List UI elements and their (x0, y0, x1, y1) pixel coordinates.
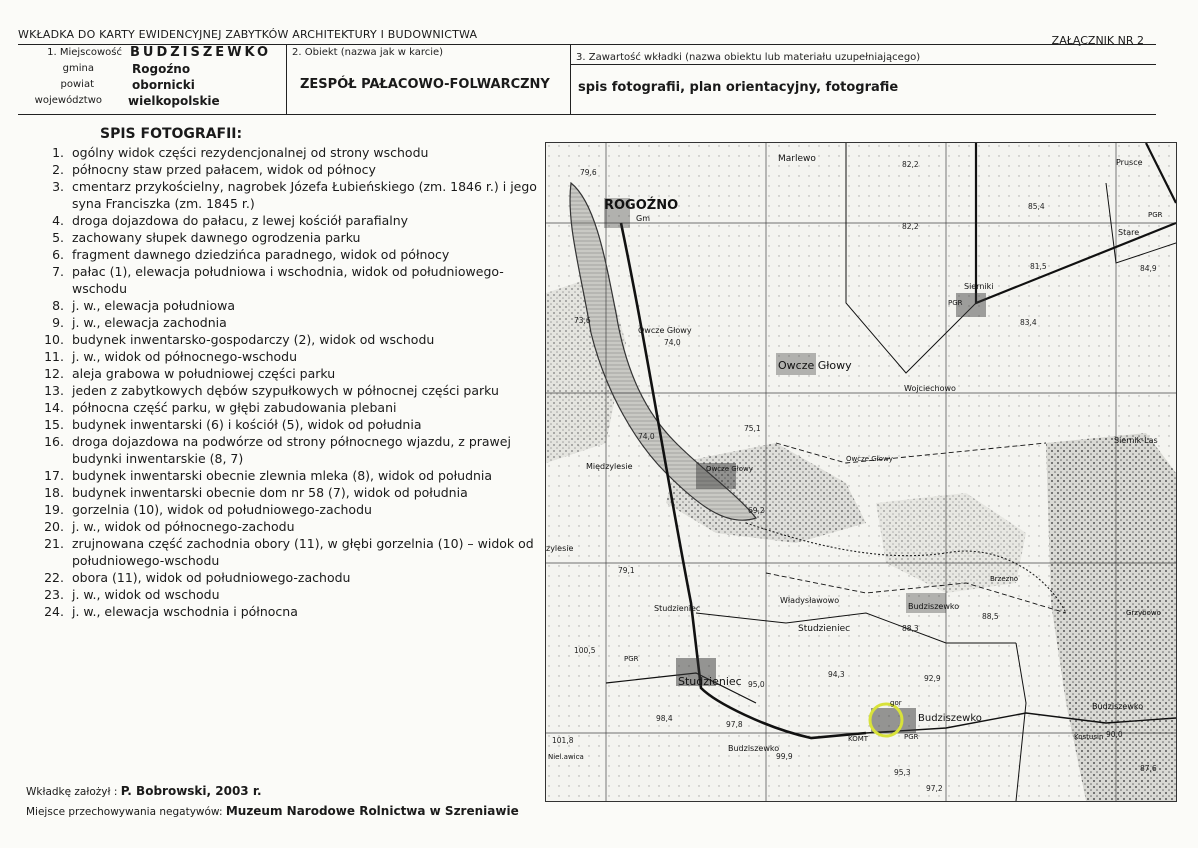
map-place-label-grzybowo: Grzybowo (1126, 609, 1161, 617)
photo-item-text: zachowany słupek dawnego ogrodzenia parku (72, 230, 361, 245)
map-abbrev-label-komt: KOMT (848, 735, 869, 743)
photo-item-text: j. w., elewacja zachodnia (72, 315, 227, 330)
photo-list-item (40, 382, 540, 399)
map-elevation-label: 83,4 (1020, 318, 1037, 327)
photo-list (40, 144, 540, 620)
storage-line (26, 804, 519, 818)
photo-item-number: 6. (52, 247, 64, 262)
map-place-label-siernik-las: Siernik-Las (1114, 436, 1158, 445)
map-elevation-label: 82,2 (902, 160, 919, 169)
map-place-label-owcze-glowy-sw: Owcze Głowy (706, 465, 753, 473)
photo-item-number: 1. (52, 145, 64, 160)
town-value: BUDZISZEWKO (130, 45, 272, 60)
photo-list-item (40, 229, 540, 246)
author-value: P. Bobrowski, 2003 r. (120, 784, 262, 798)
photo-list-item (40, 433, 540, 467)
photo-item-text: północna część parku, w głębi zabudowania plebani (72, 400, 397, 415)
map-place-label-studzieniec: Studzieniec (678, 675, 742, 688)
map-elevation-label: 97,2 (926, 784, 943, 793)
photo-item-text: jeden z zabytkowych dębów szypułkowych w północnej części parku (72, 383, 499, 398)
photo-item-text: budynek inwentarski (6) i kościół (5), widok od południa (72, 417, 422, 432)
map-place-label-zylesie: zylesie (546, 544, 574, 553)
photo-list-item (40, 365, 540, 382)
photo-item-number: 21. (44, 536, 64, 551)
county-label: powiat (60, 79, 94, 90)
photo-list-item (40, 501, 540, 518)
contents-value: spis fotografii, plan orientacyjny, fotografie (578, 80, 899, 95)
map-place-label-nielawica: Niel.awica (548, 753, 584, 761)
map-place-label-wojciechowo: Wojciechowo (904, 384, 956, 393)
photo-item-number: 9. (52, 315, 64, 330)
photo-list-item (40, 348, 540, 365)
map-place-label-stare: Stare (1118, 228, 1140, 237)
map-place-label-rogozno-gm: Gm (636, 214, 650, 223)
photo-list-item (40, 314, 540, 331)
photo-item-number: 15. (44, 417, 64, 432)
photo-item-text: cmentarz przykościelny, nagrobek Józefa Łubieńskiego (zm. 1846 r.) i jego syna Franciszka (zm. 1845 r.) (72, 179, 537, 211)
map-elevation-label: 74,0 (638, 432, 655, 441)
map-place-label-kostusin: Kostusin (1074, 733, 1104, 741)
map-place-label-brzezno: Brzezno (990, 575, 1019, 583)
contents-label: 3. Zawartość wkładki (nazwa obiektu lub materiału uzupełniającego) (576, 52, 921, 63)
orientation-map (545, 142, 1177, 802)
photo-item-number: 14. (44, 400, 64, 415)
map-place-label-rogozno: ROGOŹNO (604, 198, 679, 213)
photo-item-number: 8. (52, 298, 64, 313)
map-elevation-label: 87,6 (1140, 764, 1157, 773)
map-place-label-studzieniec-n: Studzieniec (654, 604, 701, 613)
map-place-label-prusce: Prusce (1116, 158, 1143, 167)
photo-item-number: 12. (44, 366, 64, 381)
photo-item-number: 16. (44, 434, 64, 449)
storage-value: Muzeum Narodowe Rolnictwa w Szreniawie (225, 804, 519, 818)
photo-item-text: aleja grabowa w południowej części parku (72, 366, 336, 381)
map-elevation-label: 75,1 (744, 424, 761, 433)
photo-item-text: gorzelnia (10), widok od południowego-zachodu (72, 502, 372, 517)
photo-item-number: 5. (52, 230, 64, 245)
photo-item-text: j. w., elewacja południowa (72, 298, 236, 313)
photo-item-number: 17. (44, 468, 64, 483)
photo-item-text: droga dojazdowa na podwórze od strony północnego wjazdu, z prawej budynki inwentarskie (8, 7) (72, 434, 511, 466)
photo-item-number: 10. (44, 332, 64, 347)
map-place-label-owcze-glowy-s: Owcze Głowy (846, 455, 893, 463)
map-elevation-label: 99,9 (776, 752, 793, 761)
author-label: Wkładkę założył : (26, 786, 118, 798)
photo-item-text: j. w., widok od północnego-wschodu (72, 349, 298, 364)
photo-list-item (40, 484, 540, 501)
photo-item-number: 3. (52, 179, 64, 194)
photo-item-text: budynek inwentarsko-gospodarczy (2), widok od wschodu (72, 332, 435, 347)
map-elevation-label: 92,9 (924, 674, 941, 683)
commune-label: gmina (62, 63, 94, 74)
document-title: WKŁADKA DO KARTY EWIDENCYJNEJ ZABYTKÓW ARCHITEKTURY I BUDOWNICTWA (18, 28, 478, 41)
photo-item-text: j. w., widok od północnego-zachodu (72, 519, 295, 534)
photo-item-number: 13. (44, 383, 64, 398)
photo-item-text: pałac (1), elewacja południowa i wschodnia, widok od południowego-wschodu (72, 264, 504, 296)
map-elevation-label: 94,3 (828, 670, 845, 679)
photo-list-item (40, 518, 540, 535)
map-abbrev-label-pgr-4: PGR (904, 733, 919, 741)
map-elevation-label: 82,2 (902, 222, 919, 231)
photo-item-number: 19. (44, 502, 64, 517)
photo-item-text: obora (11), widok od południowego-zachodu (72, 570, 351, 585)
map-place-label-owcze-glowy: Owcze Głowy (778, 359, 852, 372)
photo-item-text: północny staw przed pałacem, widok od północy (72, 162, 376, 177)
photo-list-item (40, 586, 540, 603)
photo-item-number: 18. (44, 485, 64, 500)
photo-item-number: 4. (52, 213, 64, 228)
object-label: 2. Obiekt (nazwa jak w karcie) (292, 47, 444, 58)
map-elevation-label: 73,6 (574, 316, 591, 325)
photo-list-item (40, 331, 540, 348)
map-abbrev-label-pgr-1: PGR (1148, 211, 1163, 219)
map-elevation-label: 97,8 (726, 720, 743, 729)
map-elevation-label: 74,0 (664, 338, 681, 347)
map-elevation-label: 95,0 (748, 680, 765, 689)
map-abbrev-label-gor: gor (890, 699, 902, 707)
county-value: obornicki (132, 78, 195, 92)
photo-list-item (40, 416, 540, 433)
map-elevation-label: 84,9 (1140, 264, 1157, 273)
photo-item-number: 20. (44, 519, 64, 534)
photo-item-text: j. w., elewacja wschodnia i północna (72, 604, 298, 619)
photo-list-item (40, 297, 540, 314)
photo-list-item (40, 144, 540, 161)
photo-item-number: 23. (44, 587, 64, 602)
photo-item-text: budynek inwentarski obecnie zlewnia mleka (8), widok od południa (72, 468, 493, 483)
map-elevation-label: 100,5 (574, 646, 596, 655)
map-elevation-label: 88,3 (902, 624, 919, 633)
map-elevation-label: 88,5 (982, 612, 999, 621)
storage-label: Miejsce przechowywania negatywów: (26, 806, 223, 818)
map-elevation-label: 98,4 (656, 714, 673, 723)
voivodeship-value: wielkopolskie (128, 94, 220, 108)
annex-label: ZAŁĄCZNIK NR 2 (1051, 34, 1144, 47)
photo-list-item (40, 178, 540, 212)
voivodeship-label: województwo (34, 95, 102, 106)
photo-list-item (40, 263, 540, 297)
photo-list-item (40, 212, 540, 229)
header-rule-contents (570, 64, 1156, 65)
map-elevation-label: 79,6 (580, 168, 597, 177)
header-divider-1 (286, 44, 287, 114)
map-elevation-label: 79,1 (618, 566, 635, 575)
photo-item-text: droga dojazdowa do pałacu, z lewej kościół parafialny (72, 213, 409, 228)
photo-item-number: 11. (44, 349, 64, 364)
map-elevation-label: 95,3 (894, 768, 911, 777)
commune-value: Rogoźno (132, 62, 191, 76)
map-place-label-sierniki: Sierniki (964, 282, 994, 291)
map-place-label-owcze-glowy-w: Owcze Głowy (638, 326, 692, 335)
photo-list-item (40, 535, 540, 569)
map-place-label-studzieniec-mid: Studzieniec (798, 624, 851, 634)
photo-item-number: 22. (44, 570, 64, 585)
map-place-label-budziszewko-sw: Budziszewko (728, 744, 780, 753)
header-divider-2 (570, 44, 571, 114)
author-line (26, 784, 262, 798)
map-abbrev-label-pgr-3: PGR (624, 655, 639, 663)
photo-item-number: 2. (52, 162, 64, 177)
photo-list-item (40, 399, 540, 416)
photo-item-text: fragment dawnego dziedzińca paradnego, widok od północy (72, 247, 450, 262)
map-elevation-label: 101,8 (552, 736, 574, 745)
map-place-label-budziszewko: Budziszewko (918, 713, 982, 724)
map-place-label-wladyslawowo: Władysławowo (780, 596, 840, 605)
map-elevation-label: 69,2 (748, 506, 765, 515)
photo-item-text: j. w., widok od wschodu (72, 587, 220, 602)
map-place-label-miedzylesie: Międzylesie (586, 462, 633, 471)
town-label: 1. Miejscowość (47, 47, 122, 58)
header-rule-bottom (18, 114, 1156, 115)
map-place-label-marlewo: Marlewo (778, 154, 816, 164)
orientation-map-svg (546, 143, 1176, 801)
photo-list-item (40, 603, 540, 620)
photo-list-item (40, 569, 540, 586)
map-elevation-label: 90,0 (1106, 730, 1123, 739)
photo-list-item (40, 161, 540, 178)
map-elevation-label: 81,5 (1030, 262, 1047, 271)
map-abbrev-label-pgr-2: PGR (948, 299, 963, 307)
photo-list-item (40, 246, 540, 263)
map-place-label-budziszewko-n: Budziszewko (908, 602, 960, 611)
photo-item-number: 24. (44, 604, 64, 619)
photo-item-text: zrujnowana część zachodnia obory (11), w głębi gorzelnia (10) – widok od południowego-wschodu (72, 536, 534, 568)
map-elevation-label: 85,4 (1028, 202, 1045, 211)
photo-item-text: budynek inwentarski obecnie dom nr 58 (7), widok od południa (72, 485, 468, 500)
object-value: ZESPÓŁ PAŁACOWO-FOLWARCZNY (300, 77, 550, 92)
map-place-label-budziszewko-e: Budziszewko (1092, 702, 1144, 711)
photo-list-title: SPIS FOTOGRAFII: (100, 126, 243, 142)
photo-item-text: ogólny widok części rezydencjonalnej od strony wschodu (72, 145, 429, 160)
photo-item-number: 7. (52, 264, 64, 279)
photo-list-item (40, 467, 540, 484)
